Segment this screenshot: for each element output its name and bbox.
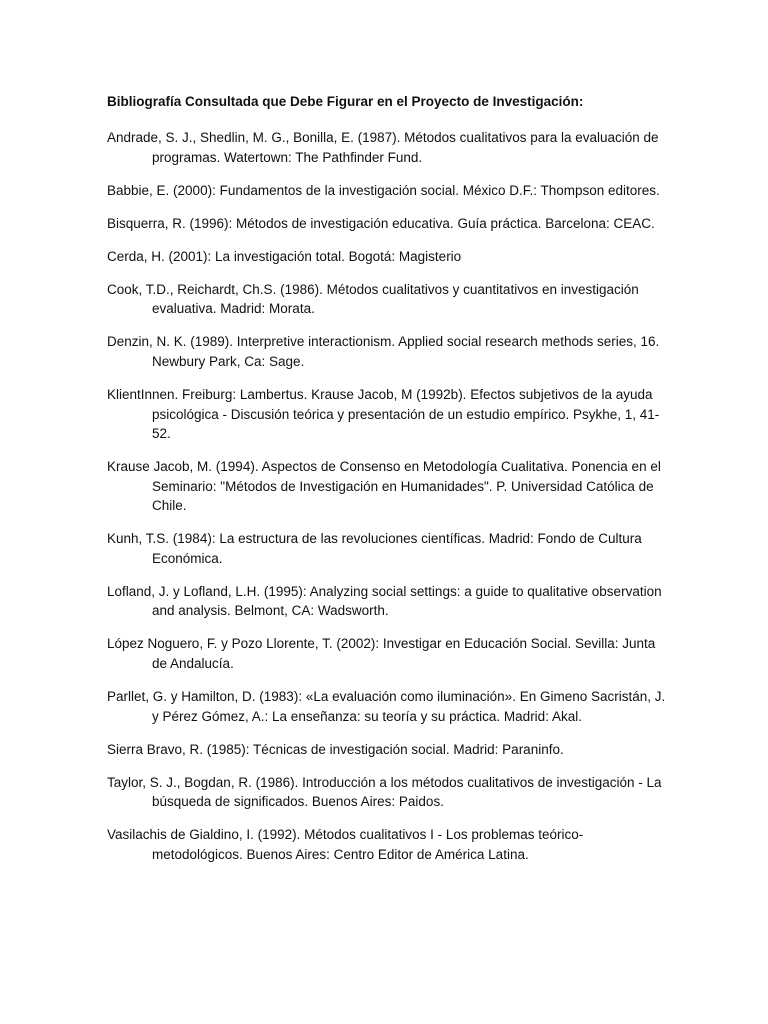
reference-taylor-bogdan-1986: Taylor, S. J., Bogdan, R. (1986). Introducción a los métodos cualitativos de investigación - La búsqueda de significados. Buenos Aires: Paidos. xyxy=(107,774,662,810)
reference-vasilachis-1992: Vasilachis de Gialdino, I. (1992). Métodos cualitativos I - Los problemas teórico-metodológicos. Buenos Aires: Centro Editor de América Latina. xyxy=(107,827,584,862)
reference-denzin-1989: Denzin, N. K. (1989). Interpretive interactionism. Applied social research methods series, 16. Newbury Park, Ca: Sage. xyxy=(107,334,660,369)
reference-parllet-hamilton-1983: Parllet, G. y Hamilton, D. (1983): «La evaluación como iluminación». En Gimeno Sacristán, J. y Pérez Gómez, A.: La enseñanza: su teoría y su práctica. Madrid: Akal. xyxy=(107,689,666,724)
reference-kunh-1984: Kunh, T.S. (1984): La estructura de las revoluciones científicas. Madrid: Fondo de Cultura Económica. xyxy=(107,531,642,566)
document-page xyxy=(107,92,667,878)
page-title: Bibliografía Consultada que Debe Figurar en el Proyecto de Investigación: xyxy=(107,94,584,109)
reference-lofland-1995: Lofland, J. y Lofland, L.H. (1995): Analyzing social settings: a guide to qualitative observation and analysis. Belmont, CA: Wadsworth. xyxy=(107,583,662,619)
reference-krause-1994: Krause Jacob, M. (1994). Aspectos de Consenso en Metodología Cualitativa. Ponencia en el Seminario: "Métodos de Investigación en Humanidades". P. Universidad Católica de Chile. xyxy=(107,459,661,514)
reference-bisquerra-1996: Bisquerra, R. (1996): Métodos de investigación educativa. Guía práctica. Barcelona: CEAC. xyxy=(107,215,655,231)
reference-andrade-1987: Andrade, S. J., Shedlin, M. G., Bonilla, E. (1987). Métodos cualitativos para la evaluación de programas. Watertown: The Pathfinder Fund. xyxy=(107,130,659,165)
reference-cook-reichardt-1986: Cook, T.D., Reichardt, Ch.S. (1986). Métodos cualitativos y cuantitativos en investigación evaluativa. Madrid: Morata. xyxy=(107,281,639,317)
reference-babbie-2000: Babbie, E. (2000): Fundamentos de la investigación social. México D.F.: Thompson editores. xyxy=(107,182,660,198)
reference-lopez-noguero-2002: López Noguero, F. y Pozo Llorente, T. (2002): Investigar en Educación Social. Sevilla: Junta de Andalucía. xyxy=(107,636,656,671)
reference-cerda-2001: Cerda, H. (2001): La investigación total. Bogotá: Magisterio xyxy=(107,248,462,264)
reference-klientinnen-krause-1992b: KlientInnen. Freiburg: Lambertus. Krause Jacob, M (1992b). Efectos subjetivos de la ayuda psicológica - Discusión teórica y presentación de un estudio empírico. Psykhe, 1, 41-52. xyxy=(107,387,660,442)
reference-sierra-bravo-1985: Sierra Bravo, R. (1985): Técnicas de investigación social. Madrid: Paraninfo. xyxy=(107,741,564,757)
reference-list xyxy=(107,128,667,864)
